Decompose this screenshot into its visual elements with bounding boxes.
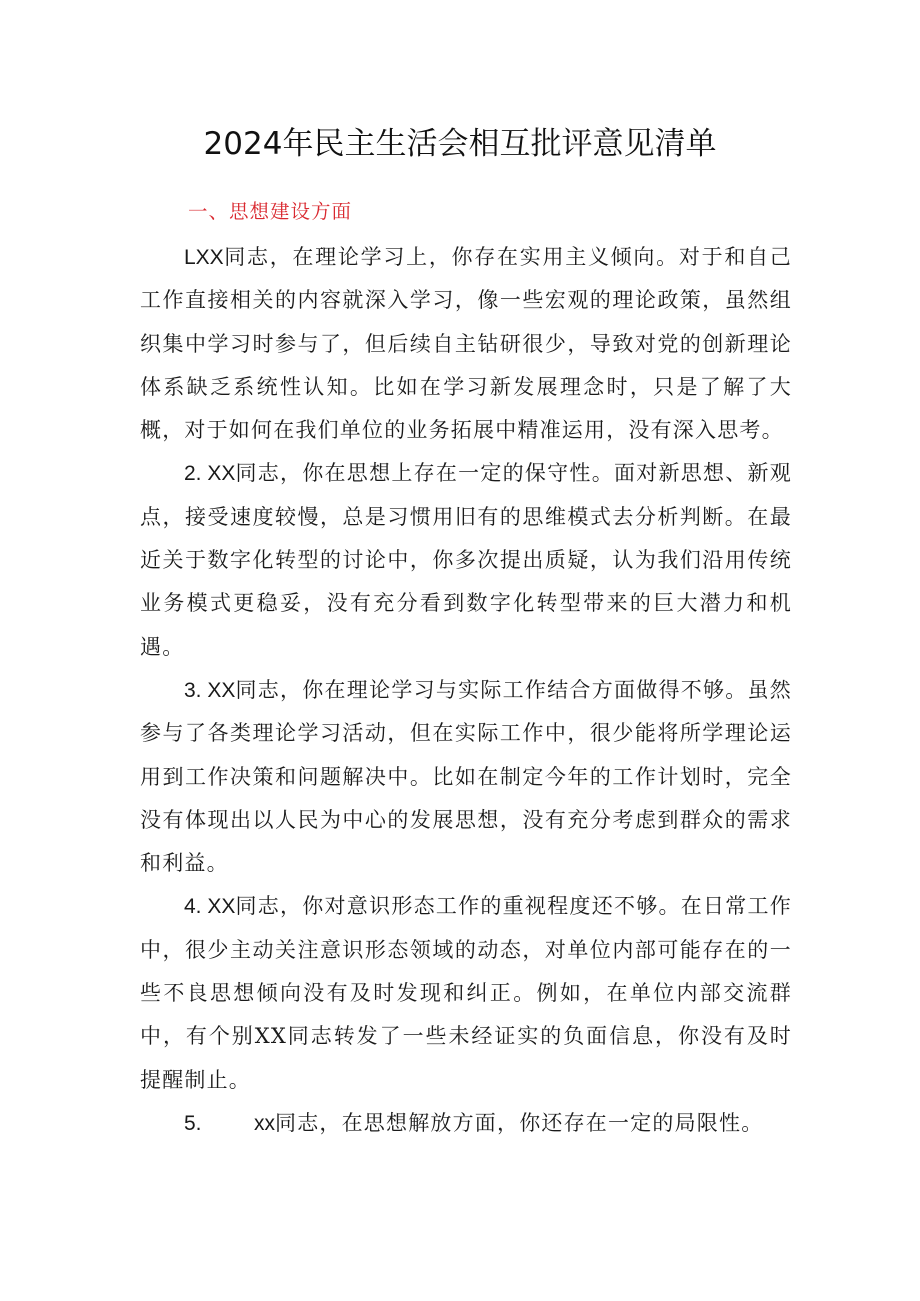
- paragraph-number: 5.: [184, 1111, 202, 1135]
- paragraph-4: [140, 885, 792, 1101]
- paragraph-1: [140, 236, 792, 452]
- paragraph-text: 同志，你对意识形态工作的重视程度还不够。在日常工作中，很少主动关注意识形态领域的动态，对单位内部可能存在的一些不良思想倾向没有及时发现和纠正。例如，在单位内部交流群中，有个别XX同志转发了一些未经证实的负面信息，你没有及时提醒制止。: [140, 894, 792, 1092]
- comrade-name: XX: [207, 678, 236, 702]
- paragraph-text: 同志，在思想解放方面，你还存在一定的局限性。: [275, 1110, 764, 1135]
- paragraph-number: 2.: [184, 462, 208, 486]
- comrade-name: LXX: [184, 246, 224, 269]
- paragraph-number: 4.: [184, 895, 208, 919]
- document-title: 2024年民主生活会相互批评意见清单: [203, 126, 717, 162]
- document-body: [140, 236, 792, 1145]
- paragraph-text: 同志，你在思想上存在一定的保守性。面对新思想、新观点，接受速度较慢，总是习惯用旧有的思维模式去分析判断。在最近关于数字化转型的讨论中，你多次提出质疑，认为我们沿用传统业务模式更稳妥，没有充分看到数字化转型带来的巨大潜力和机遇。: [140, 461, 792, 659]
- paragraph-text: 同志，在理论学习上，你存在实用主义倾向。对于和自己工作直接相关的内容就深入学习，像一些宏观的理论政策，虽然组织集中学习时参与了，但后续自主钻研很少，导致对党的创新理论体系缺乏系统性认知。比如在学习新发展理念时，只是了解了大概，对于如何在我们单位的业务拓展中精准运用，没有深入思考。: [140, 245, 792, 443]
- paragraph-3: [140, 669, 792, 885]
- comrade-name: xx: [254, 1111, 275, 1135]
- comrade-name: XX: [207, 895, 236, 919]
- paragraph-number: 3.: [184, 678, 208, 702]
- section-heading: 一、思想建设方面: [188, 200, 353, 223]
- paragraph-5: [140, 1102, 792, 1145]
- comrade-name: XX: [207, 462, 236, 486]
- paragraph-text: 同志，你在理论学习与实际工作结合方面做得不够。虽然参与了各类理论学习活动，但在实际工作中，很少能将所学理论运用到工作决策和问题解决中。比如在制定今年的工作计划时，完全没有体现出以人民为中心的发展思想，没有充分考虑到群众的需求和利益。: [140, 677, 792, 876]
- paragraph-2: [140, 452, 792, 668]
